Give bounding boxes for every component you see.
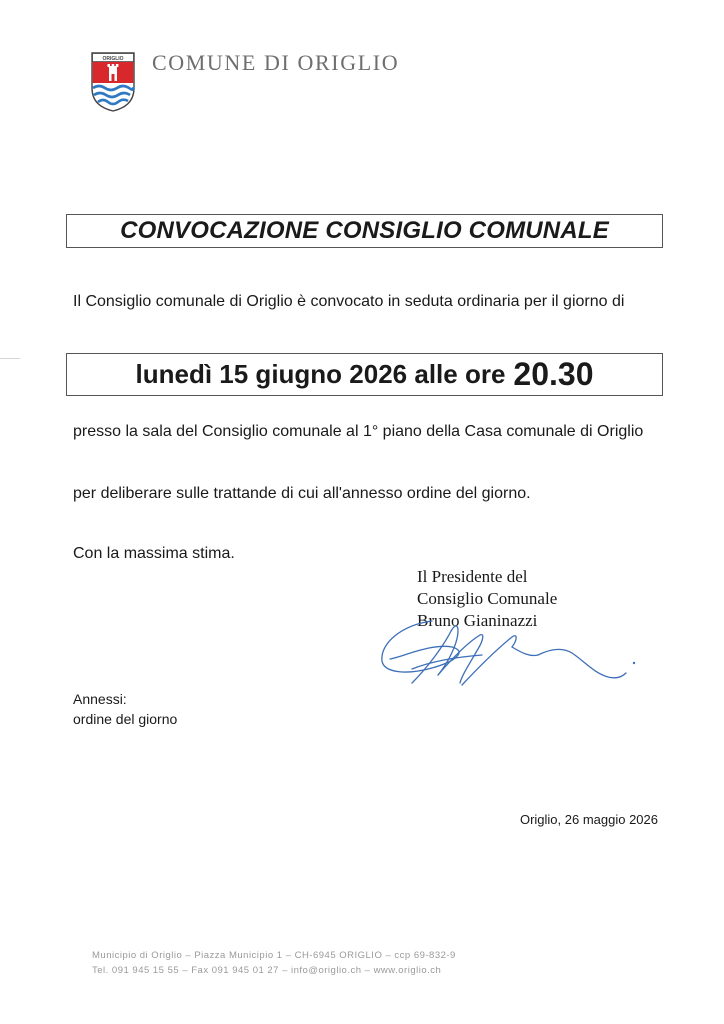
purpose-paragraph: per deliberare sulle trattande di cui all'annesso ordine del giorno. xyxy=(73,485,531,502)
municipality-name: COMUNE DI ORIGLIO xyxy=(152,50,400,75)
footer-contacts: Tel. 091 945 15 55 – Fax 091 945 01 27 – info@origlio.ch – www.origlio.ch xyxy=(92,965,442,976)
letterhead xyxy=(89,50,399,112)
meeting-date-box xyxy=(66,353,663,396)
signatory-role-line1: Il Presidente del xyxy=(417,567,528,586)
place-and-date: Origlio, 26 maggio 2026 xyxy=(519,812,658,827)
signatory-name: Bruno Gianinazzi xyxy=(417,611,538,630)
signatory-role-line2: Consiglio Comunale xyxy=(417,589,558,608)
footer xyxy=(92,948,456,978)
closing-line: Con la massima stima. xyxy=(73,545,235,562)
annex-label: Annessi: xyxy=(73,691,127,707)
meeting-date: lunedì 15 giugno 2026 alle ore xyxy=(135,359,506,389)
title-box xyxy=(66,214,663,248)
footer-address: Municipio di Origlio – Piazza Municipio 1 – CH-6945 ORIGLIO – ccp 69-832-9 xyxy=(92,950,456,961)
document-title: CONVOCAZIONE CONSIGLIO COMUNALE xyxy=(120,217,609,244)
coat-of-arms-logo xyxy=(89,50,137,112)
handwritten-signature xyxy=(372,613,642,703)
meeting-time: 20.30 xyxy=(513,356,594,392)
crest-label: ORIGLIO xyxy=(102,56,124,62)
intro-paragraph: Il Consiglio comunale di Origlio è convocato in seduta ordinaria per il giorno di xyxy=(73,293,625,310)
annex-section xyxy=(73,689,177,729)
page-edge-mark xyxy=(0,358,20,359)
location-paragraph: presso la sala del Consiglio comunale al 1° piano della Casa comunale di Origlio xyxy=(73,423,644,440)
annex-item: ordine del giorno xyxy=(73,711,178,727)
